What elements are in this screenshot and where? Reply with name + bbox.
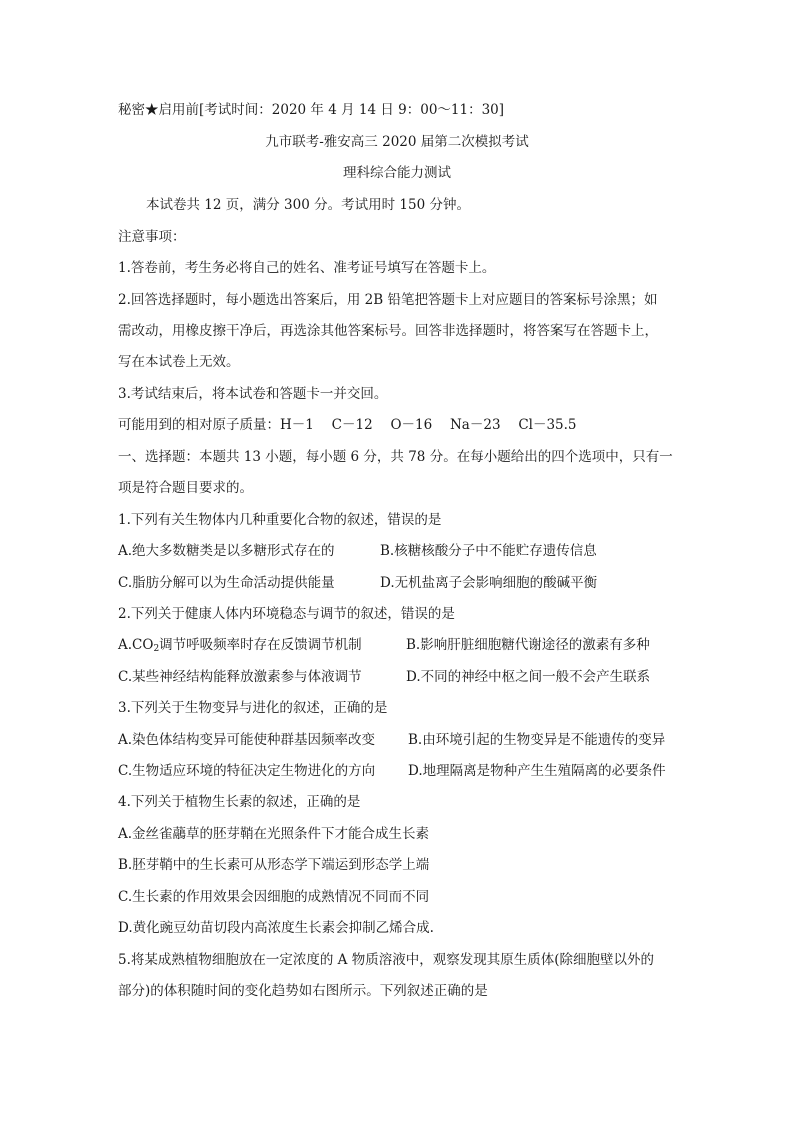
q3-option-c: C.生物适应环境的特征决定生物进化的方向 xyxy=(118,763,376,779)
q5-stem-line-1: 5.将某成熟植物细胞放在一定浓度的 A 物质溶液中，观察发现其原生质体(除细胞壁以外的 xyxy=(118,952,654,968)
note-item-2-line-3: 写在本试卷上无效。 xyxy=(118,354,240,370)
atomic-masses: 可能用到的相对原子质量：H－1 C－12 O－16 Na－23 Cl－35.5 xyxy=(118,417,577,433)
note-item-3: 3.考试结束后，将本试卷和答题卡一并交回。 xyxy=(118,386,388,402)
q2-option-a-prefix: A.CO xyxy=(118,637,154,653)
q4-option-d: D.黄化豌豆幼苗切段内高浓度生长素会抑制乙烯合成. xyxy=(118,920,434,936)
q3-option-b: B.由环境引起的生物变异是不能遗传的变异 xyxy=(408,732,666,748)
q1-stem: 1.下列有关生物体内几种重要化合物的叙述，错误的是 xyxy=(118,512,442,528)
exam-title: 九市联考-雅安高三 2020 届第二次模拟考试 xyxy=(265,134,529,150)
q2-option-a-subscript: 2 xyxy=(153,644,160,654)
q2-stem: 2.下列关于健康人体内环境稳态与调节的叙述，错误的是 xyxy=(118,606,455,622)
exam-subtitle: 理科综合能力测试 xyxy=(343,165,451,181)
q2-option-a xyxy=(118,635,362,655)
q4-option-a: A.金丝雀虉草的胚芽鞘在光照条件下才能合成生长素 xyxy=(118,826,430,842)
q1-option-d: D.无机盐离子会影响细胞的酸碱平衡 xyxy=(380,575,598,591)
secret-notice: 秘密★启用前[考试时间：2020 年 4 月 14 日 9：00～11：30] xyxy=(118,102,505,118)
note-item-2-line-1: 2.回答选择题时，每小题选出答案后，用 2B 铅笔把答题卡上对应题目的答案标号涂黑；如 xyxy=(118,292,658,308)
q2-option-b: B.影响肝脏细胞糖代谢途径的激素有多种 xyxy=(406,637,650,653)
section-1-heading-line-2: 项是符合题目要求的。 xyxy=(118,480,253,496)
q3-option-a: A.染色体结构变异可能使种群基因频率改变 xyxy=(118,732,376,748)
q2-option-c: C.某些神经结构能释放激素参与体液调节 xyxy=(118,669,362,685)
exam-intro: 本试卷共 12 页，满分 300 分。考试用时 150 分钟。 xyxy=(146,197,470,213)
q1-option-b: B.核糖核酸分子中不能贮存遗传信息 xyxy=(380,543,597,559)
q1-option-a: A.绝大多数糖类是以多糖形式存在的 xyxy=(118,543,335,559)
q4-stem: 4.下列关于植物生长素的叙述，正确的是 xyxy=(118,794,361,810)
q3-option-d: D.地理隔离是物种产生生殖隔离的必要条件 xyxy=(408,763,666,779)
q2-option-a-suffix: 调节呼吸频率时存在反馈调节机制 xyxy=(159,637,362,653)
notes-heading: 注意事项： xyxy=(118,229,186,245)
q4-option-c: C.生长素的作用效果会因细胞的成熟情况不同而不同 xyxy=(118,889,430,905)
q5-stem-line-2: 部分)的体积随时间的变化趋势如右图所示。下列叙述正确的是 xyxy=(118,983,488,999)
q3-stem: 3.下列关于生物变异与进化的叙述，正确的是 xyxy=(118,700,388,716)
q4-option-b: B.胚芽鞘中的生长素可从形态学下端运到形态学上端 xyxy=(118,857,430,873)
q2-option-d: D.不同的神经中枢之间一般不会产生联系 xyxy=(406,669,651,685)
note-item-1: 1.答卷前，考生务必将自己的姓名、准考证号填写在答题卡上。 xyxy=(118,260,496,276)
section-1-heading-line-1: 一、选择题：本题共 13 小题，每小题 6 分，共 78 分。在每小题给出的四个选项中，只有一 xyxy=(118,449,673,465)
note-item-2-line-2: 需改动，用橡皮擦干净后，再选涂其他答案标号。回答非选择题时，将答案写在答题卡上， xyxy=(118,323,658,339)
q1-option-c: C.脂肪分解可以为生命活动提供能量 xyxy=(118,575,335,591)
